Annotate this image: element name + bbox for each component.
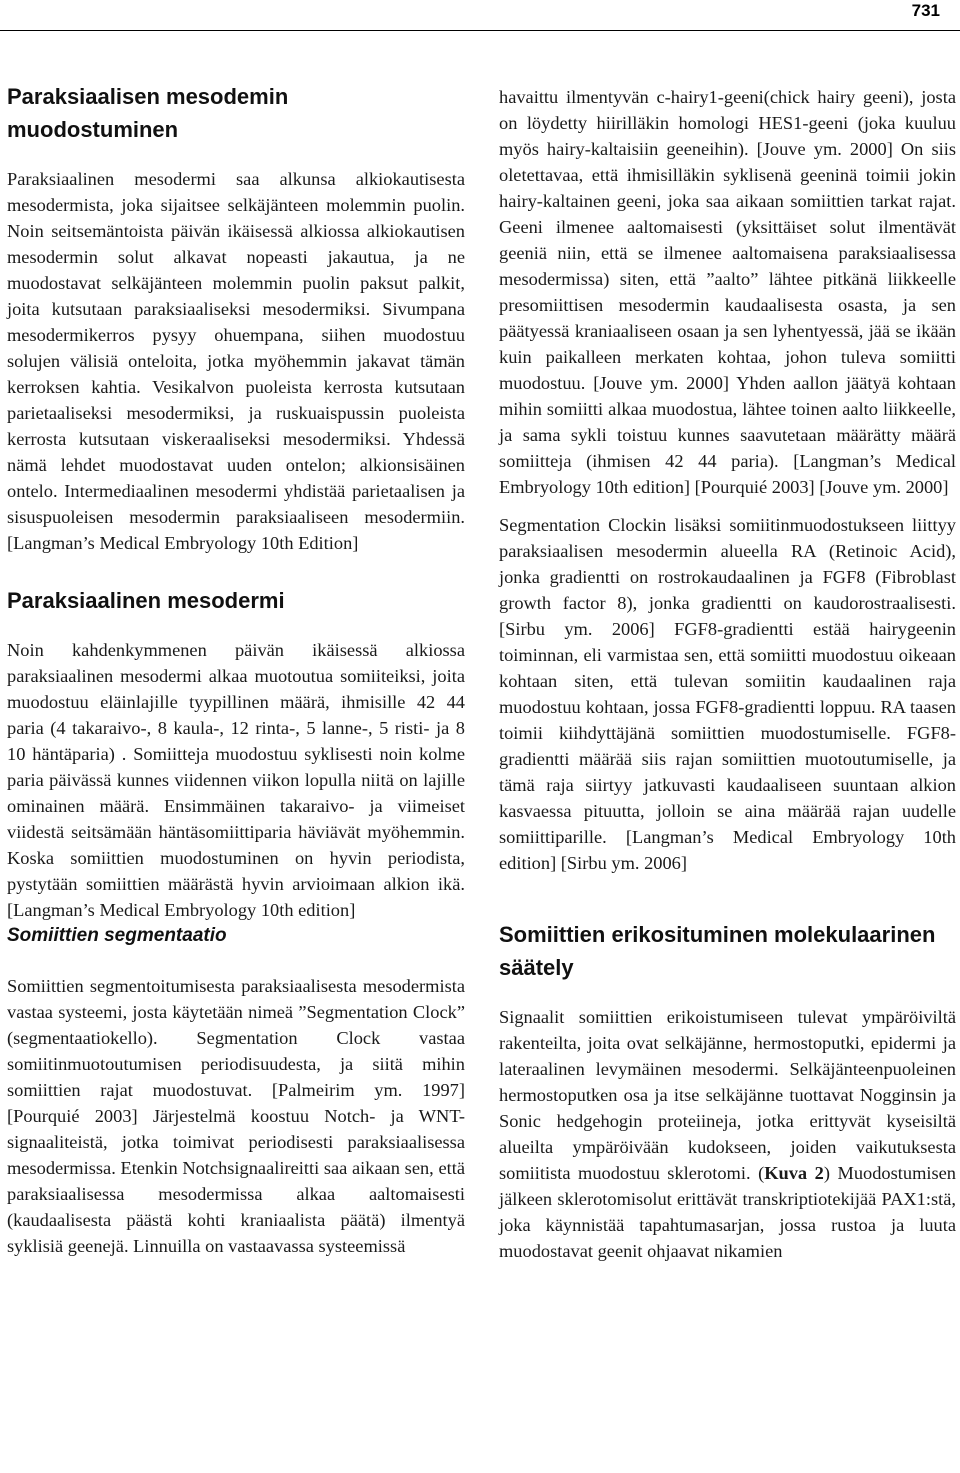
right-column [499, 84, 956, 1264]
section-title-somite-differentiation: Somiittien erikosituminen molekulaarinen säätely [499, 922, 936, 980]
paragraph-text: Signaalit somiittien erikoistumiseen tulevat ympäröiviltä rakenteilta, joita ovat selkäjänne, hermostoputki, epidermi ja lateraalinen levymäinen mesodermi. Selkäjänteenpuoleinen hermostoputken osa ja itse selkäjänne tuottavat Nogginsin ja Sonic hedgehogin proteiineja, jotka erittyvät kyseisiltä alueilta ympäröivään kudokseen, joiden vaikutuksesta somiitista muodostuu sklerotomi. ( [499, 1007, 956, 1183]
section-title-paraxial-mesoderm-formation: Paraksiaalisen mesodemin muodostuminen [7, 84, 289, 142]
paragraph-text: ) Muodostumisen jälkeen sklerotomisolut erittävät transkriptiotekijää PAX1:stä, joka käynnistää tapahtumasarjan, jossa rustoa ja luuta muodostavat geenit ohjaavat nikamien [499, 1163, 957, 1261]
paragraph [499, 1004, 956, 1264]
subsection-title-somite-segmentation: Somiittien segmentaatio [7, 925, 227, 946]
section-title-paraxial-mesoderm: Paraksiaalinen mesodermi [7, 588, 285, 613]
figure-reference[interactable]: Kuva 2 [764, 1163, 824, 1183]
page-number: 731 [911, 1, 940, 20]
paragraph: havaittu ilmentyvän c-hairy1-geeni(chick hairy geeni), josta on löydetty hiirilläkin homologi HES1-geeni (joka kuuluu myös hairy-kaltaisiin geeneihin). [Jouve ym. 2000] On siis oletettavaa, että ihmisilläkin syklisenä geeninä toimii jokin hairy-kaltainen geeni, joka saa aikaan somiittien tarkat rajat. Geeni ilmenee aaltomaisesti (yksittäiset solut ilmentävät geeniä niin, että se ilmenee aaltomaisena paraksiaalisessa mesodermissa) siten, että ”aalto” lähtee pitkänä liikkeelle presomiittisen mesodermin kaudaalisesta osasta, ja sen päätyessä kraniaaliseen osaan ja sen lyhentyessä, jää se ikään kuin paikalleen merkaten kohtaa, johon tuleva somiitti muodostuu. [Jouve ym. 2000] Yhden aallon jäätyä kohtaan mihin somiitti alkaa muodostua, lähtee toinen aalto liikkeelle, ja sama sykli toistuu kunnes saavutetaan määrätty määrä somiitteja (ihmisen 42 44 paria). [Langman’s Medical Embryology 10th edition] [Pourquié 2003] [Jouve ym. 2000] [499, 87, 956, 497]
header-rule [0, 30, 960, 31]
paragraph: Somiittien segmentoitumisesta paraksiaalisesta mesodermista vastaa systeemi, josta käytetään nimeä ”Segmentation Clock” (segmentaatiokello). Segmentation Clock vastaa somiitinmuotoutumisen periodisuudesta, ja siitä mihin somiittien rajat muodostuvat. [Palmeirim ym. 1997] [Pourquié 2003] Järjestelmä koostuu Notch- ja WNT- signaaliteistä, jotka toimivat periodisesti paraksiaalisessa mesodermissa. Etenkin Notchsignaalireitti saa aikaan sen, että paraksiaalisessa mesodermissa alkaa aaltomaisesti (kaudaalisesta päästä kohti kraniaalista päätä) ilmentyä syklisiä geenejä. Linnuilla on vastaavassa systeemissä [7, 976, 465, 1256]
left-column [7, 80, 465, 1259]
paragraph: Noin kahdenkymmenen päivän ikäisessä alkiossa paraksiaalinen mesodermi alkaa muotoutua somiiteiksi, joita muodostuu eläinlajille tyypillinen määrä, ihmisille 42 44 paria (4 takaraivo-, 8 kaula-, 12 rinta-, 5 lanne-, 5 risti- ja 8 10 häntäparia) . Somiitteja muodostuu syklisesti noin kolme paria päivässä kunnes viidennen viikon lopulla niitä on lajille ominainen määrä. Ensimmäinen takaraivo- ja viimeiset viidestä seitsämään häntäsomiittiparia häviävät myöhemmin. Koska somiittien muodostuminen on hyvin periodista, pystytään somiittien määrästä hyvin arvioimaan alkion ikä. [Langman’s Medical Embryology 10th edition] [7, 640, 465, 920]
paragraph: Segmentation Clockin lisäksi somiitinmuodostukseen liittyy paraksiaalisen mesodermin alueella RA (Retinoic Acid), jonka gradientti on rostrokaudaalinen ja FGF8 (Fibroblast growth factor 8), jonka gradientti on kaudorostraalisesti. [Sirbu ym. 2006] FGF8-gradientti estää hairygeenin toiminnan, eli varmistaa sen, että somiitti muodostuu oikeaan kohtaan siten, että tulevan somiitin kaudaalinen raja muodostuu kohtaan, jossa FGF8-gradientti loppuu. RA taasen toimii kiihdyttäjänä somiittien muodostumiselle. FGF8-gradientti määrää siis rajan somiittien muotoutumiselle, ja tämä raja siirtyy jatkuvasti kaudaaliseen suuntaan alkion kasvaessa pituutta, jolloin se aina määrää rajan uudelle somiittiparille. [Langman’s Medical Embryology 10th edition] [Sirbu ym. 2006] [499, 515, 956, 873]
paragraph: Paraksiaalinen mesodermi saa alkunsa alkiokautisesta mesodermista, joka sijaitsee selkäjänteen molemmin puolin. Noin seitsemäntoista päivän ikäisessä alkiossa alkiokautisen mesodermin solut alkavat nopeasti jakautua, ja ne muodostavat selkäjänteen molemmin puolin paksut palkit, joita kutsutaan paraksiaaliseksi mesodermiksi. Sivumpana mesodermikerros pysyy ohuempana, siihen muodostuu solujen välisiä onteloita, jotka myöhemmin jakavat tämän kerroksen kahtia. Vesikalvon puoleista kerrosta kutsutaan parietaaliseksi mesodermiksi, ja ruskuaispussin puoleista kerrosta kutsutaan viskeraaliseksi mesodermiksi. Yhdessä nämä lehdet muodostavat uuden ontelon; alkionsisäinen ontelo. Intermediaalinen mesodermi yhdistää parietaalisen ja sisuspuoleisen mesodermin paraksiaaliseen mesodermiin. [Langman’s Medical Embryology 10th Edition] [7, 169, 465, 553]
